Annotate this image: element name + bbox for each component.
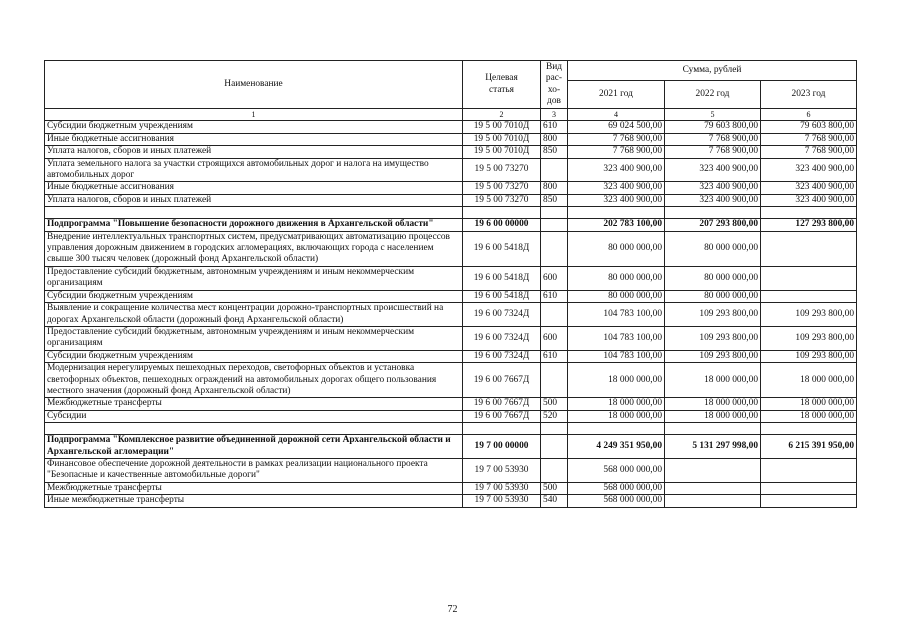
cell-2022: 18 000 000,00 — [665, 398, 761, 410]
cell-2021: 323 400 900,00 — [568, 158, 665, 182]
cell-2021: 4 249 351 950,00 — [568, 435, 665, 459]
cell-code: 19 6 00 5418Д — [463, 231, 541, 266]
table-row — [45, 266, 857, 290]
cell-name: Выявление и сокращение количества мест концентрации дорожно-транспортных происшествий на дорогах Архангельской области (дорожный фонд Архангельской области) — [45, 303, 463, 327]
cell-expense-type: 850 — [541, 146, 568, 158]
cell-expense-type: 610 — [541, 350, 568, 362]
cell-2022: 80 000 000,00 — [665, 266, 761, 290]
cell-2023: 7 768 900,00 — [761, 133, 857, 145]
cell-2021: 104 783 100,00 — [568, 350, 665, 362]
cell-name: Уплата налогов, сборов и иных платежей — [45, 194, 463, 206]
column-number-row — [45, 109, 857, 121]
table-row — [45, 363, 857, 398]
cell-2023: 79 603 800,00 — [761, 121, 857, 133]
cell-name: Субсидии бюджетным учреждениям — [45, 350, 463, 362]
cell-2022: 323 400 900,00 — [665, 182, 761, 194]
cell-expense-type — [541, 231, 568, 266]
col-header-target: Целевая статья — [463, 61, 541, 109]
cell-expense-type — [541, 158, 568, 182]
subprogram-row — [45, 219, 857, 231]
cell-2023: 18 000 000,00 — [761, 410, 857, 422]
col-number: 6 — [761, 109, 857, 121]
cell-2023: 7 768 900,00 — [761, 146, 857, 158]
cell-2022: 109 293 800,00 — [665, 326, 761, 350]
table-row — [45, 194, 857, 206]
table-row — [45, 121, 857, 133]
cell-2022: 80 000 000,00 — [665, 290, 761, 302]
cell-2021: 323 400 900,00 — [568, 182, 665, 194]
cell-2023: 127 293 800,00 — [761, 219, 857, 231]
cell-2022: 7 768 900,00 — [665, 133, 761, 145]
cell-2021: 202 783 100,00 — [568, 219, 665, 231]
cell-2023 — [761, 266, 857, 290]
table-row — [45, 326, 857, 350]
cell-2021: 18 000 000,00 — [568, 398, 665, 410]
cell-2023: 18 000 000,00 — [761, 398, 857, 410]
col-header-2021: 2021 год — [568, 81, 665, 109]
cell-code: 19 6 00 7667Д — [463, 410, 541, 422]
cell-expense-type — [541, 303, 568, 327]
cell-2022 — [665, 482, 761, 494]
cell-2021: 69 024 500,00 — [568, 121, 665, 133]
cell-name: Субсидии бюджетным учреждениям — [45, 121, 463, 133]
cell-expense-type — [541, 435, 568, 459]
table-row — [45, 133, 857, 145]
cell-2022: 18 000 000,00 — [665, 410, 761, 422]
blank-row — [45, 423, 857, 435]
cell-name: Межбюджетные трансферты — [45, 482, 463, 494]
cell-name: Подпрограмма "Комплексное развитие объединенной дорожной сети Архангельской области и Архангельской агломерации" — [45, 435, 463, 459]
cell-code: 19 7 00 53930 — [463, 458, 541, 482]
cell-code: 19 6 00 7667Д — [463, 363, 541, 398]
cell-2023: 109 293 800,00 — [761, 326, 857, 350]
cell-expense-type — [541, 219, 568, 231]
cell-name: Подпрограмма "Повышение безопасности дорожного движения в Архангельской области" — [45, 219, 463, 231]
cell-expense-type: 500 — [541, 482, 568, 494]
cell-expense-type: 500 — [541, 398, 568, 410]
cell-expense-type: 600 — [541, 266, 568, 290]
cell-2022 — [665, 495, 761, 507]
table-row — [45, 495, 857, 507]
cell-2023: 323 400 900,00 — [761, 158, 857, 182]
page-number: 72 — [447, 604, 458, 615]
blank-row — [45, 207, 857, 219]
cell-name: Субсидии бюджетным учреждениям — [45, 290, 463, 302]
cell-2022: 7 768 900,00 — [665, 146, 761, 158]
cell-2023: 6 215 391 950,00 — [761, 435, 857, 459]
cell-2021: 80 000 000,00 — [568, 290, 665, 302]
cell-2021: 104 783 100,00 — [568, 303, 665, 327]
cell-expense-type — [541, 363, 568, 398]
cell-2021: 568 000 000,00 — [568, 495, 665, 507]
cell-expense-type: 610 — [541, 290, 568, 302]
table-row — [45, 146, 857, 158]
cell-2023: 323 400 900,00 — [761, 182, 857, 194]
table-row — [45, 350, 857, 362]
cell-expense-type: 540 — [541, 495, 568, 507]
cell-code: 19 6 00 7324Д — [463, 350, 541, 362]
table-row — [45, 410, 857, 422]
cell-2021: 104 783 100,00 — [568, 326, 665, 350]
table-row — [45, 458, 857, 482]
cell-code: 19 6 00 00000 — [463, 219, 541, 231]
cell-2021: 80 000 000,00 — [568, 266, 665, 290]
cell-2023: 109 293 800,00 — [761, 303, 857, 327]
cell-code: 19 5 00 7010Д — [463, 121, 541, 133]
cell-code: 19 5 00 73270 — [463, 194, 541, 206]
cell-name: Внедрение интеллектуальных транспортных систем, предусматривающих автоматизацию процессов управления дорожным движением в городских агломерациях, включающих города с населением свыше 300 тысяч человек (дорожный фонд Архангельской области) — [45, 231, 463, 266]
cell-2023: 18 000 000,00 — [761, 363, 857, 398]
cell-code: 19 5 00 73270 — [463, 182, 541, 194]
cell-2021: 18 000 000,00 — [568, 410, 665, 422]
cell-2022: 323 400 900,00 — [665, 194, 761, 206]
cell-name: Модернизация нерегулируемых пешеходных переходов, светофорных объектов и установка светофорных объектов, пешеходных ограждений на автомобильных дорогах общего пользования местного значения (дорожный фонд Архангельской области) — [45, 363, 463, 398]
cell-expense-type: 800 — [541, 182, 568, 194]
cell-name: Межбюджетные трансферты — [45, 398, 463, 410]
col-number: 1 — [45, 109, 463, 121]
cell-expense-type: 800 — [541, 133, 568, 145]
cell-code: 19 7 00 53930 — [463, 495, 541, 507]
col-header-2023: 2023 год — [761, 81, 857, 109]
cell-2022: 5 131 297 998,00 — [665, 435, 761, 459]
subprogram-row — [45, 435, 857, 459]
table-row — [45, 398, 857, 410]
cell-2023: 323 400 900,00 — [761, 194, 857, 206]
cell-name: Уплата земельного налога за участки строящихся автомобильных дорог и налога на имущество автомобильных дорог — [45, 158, 463, 182]
col-number: 2 — [463, 109, 541, 121]
cell-name: Финансовое обеспечение дорожной деятельности в рамках реализации национального проекта "Безопасные и качественные автомобильные дороги" — [45, 458, 463, 482]
cell-code: 19 5 00 7010Д — [463, 146, 541, 158]
cell-2022: 109 293 800,00 — [665, 303, 761, 327]
col-number: 5 — [665, 109, 761, 121]
table-row — [45, 231, 857, 266]
cell-2021: 18 000 000,00 — [568, 363, 665, 398]
cell-2021: 7 768 900,00 — [568, 146, 665, 158]
cell-code: 19 7 00 00000 — [463, 435, 541, 459]
cell-expense-type: 850 — [541, 194, 568, 206]
col-header-2022: 2022 год — [665, 81, 761, 109]
cell-2022 — [665, 458, 761, 482]
table-row — [45, 290, 857, 302]
cell-name: Предоставление субсидий бюджетным, автономным учреждениям и иным некоммерческим организациям — [45, 266, 463, 290]
cell-code: 19 6 00 7324Д — [463, 303, 541, 327]
cell-name: Предоставление субсидий бюджетным, автономным учреждениям и иным некоммерческим организациям — [45, 326, 463, 350]
cell-2022: 18 000 000,00 — [665, 363, 761, 398]
cell-2021: 568 000 000,00 — [568, 482, 665, 494]
cell-code: 19 6 00 7667Д — [463, 398, 541, 410]
cell-name: Иные межбюджетные трансферты — [45, 495, 463, 507]
cell-name: Субсидии — [45, 410, 463, 422]
cell-name: Иные бюджетные ассигнования — [45, 182, 463, 194]
cell-expense-type: 610 — [541, 121, 568, 133]
cell-2023 — [761, 290, 857, 302]
col-header-name: Наименование — [45, 61, 463, 109]
col-header-sum: Сумма, рублей — [568, 61, 857, 81]
cell-code: 19 6 00 7324Д — [463, 326, 541, 350]
cell-name: Иные бюджетные ассигнования — [45, 133, 463, 145]
cell-code: 19 6 00 5418Д — [463, 266, 541, 290]
cell-2022: 323 400 900,00 — [665, 158, 761, 182]
col-number: 4 — [568, 109, 665, 121]
table-row — [45, 158, 857, 182]
cell-2023: 109 293 800,00 — [761, 350, 857, 362]
cell-2022: 109 293 800,00 — [665, 350, 761, 362]
col-header-kind: Вид рас- хо- дов — [541, 61, 568, 109]
cell-2023 — [761, 482, 857, 494]
cell-expense-type — [541, 458, 568, 482]
cell-code: 19 5 00 7010Д — [463, 133, 541, 145]
cell-2023 — [761, 231, 857, 266]
cell-code: 19 5 00 73270 — [463, 158, 541, 182]
cell-2021: 7 768 900,00 — [568, 133, 665, 145]
cell-2021: 80 000 000,00 — [568, 231, 665, 266]
table-row — [45, 303, 857, 327]
budget-table — [44, 60, 857, 508]
cell-2022: 79 603 800,00 — [665, 121, 761, 133]
cell-2023 — [761, 458, 857, 482]
col-number: 3 — [541, 109, 568, 121]
cell-2021: 323 400 900,00 — [568, 194, 665, 206]
cell-2021: 568 000 000,00 — [568, 458, 665, 482]
cell-code: 19 7 00 53930 — [463, 482, 541, 494]
cell-2022: 80 000 000,00 — [665, 231, 761, 266]
cell-expense-type: 520 — [541, 410, 568, 422]
table-row — [45, 482, 857, 494]
cell-code: 19 6 00 5418Д — [463, 290, 541, 302]
cell-2022: 207 293 800,00 — [665, 219, 761, 231]
cell-expense-type: 600 — [541, 326, 568, 350]
table-row — [45, 182, 857, 194]
cell-name: Уплата налогов, сборов и иных платежей — [45, 146, 463, 158]
cell-2023 — [761, 495, 857, 507]
